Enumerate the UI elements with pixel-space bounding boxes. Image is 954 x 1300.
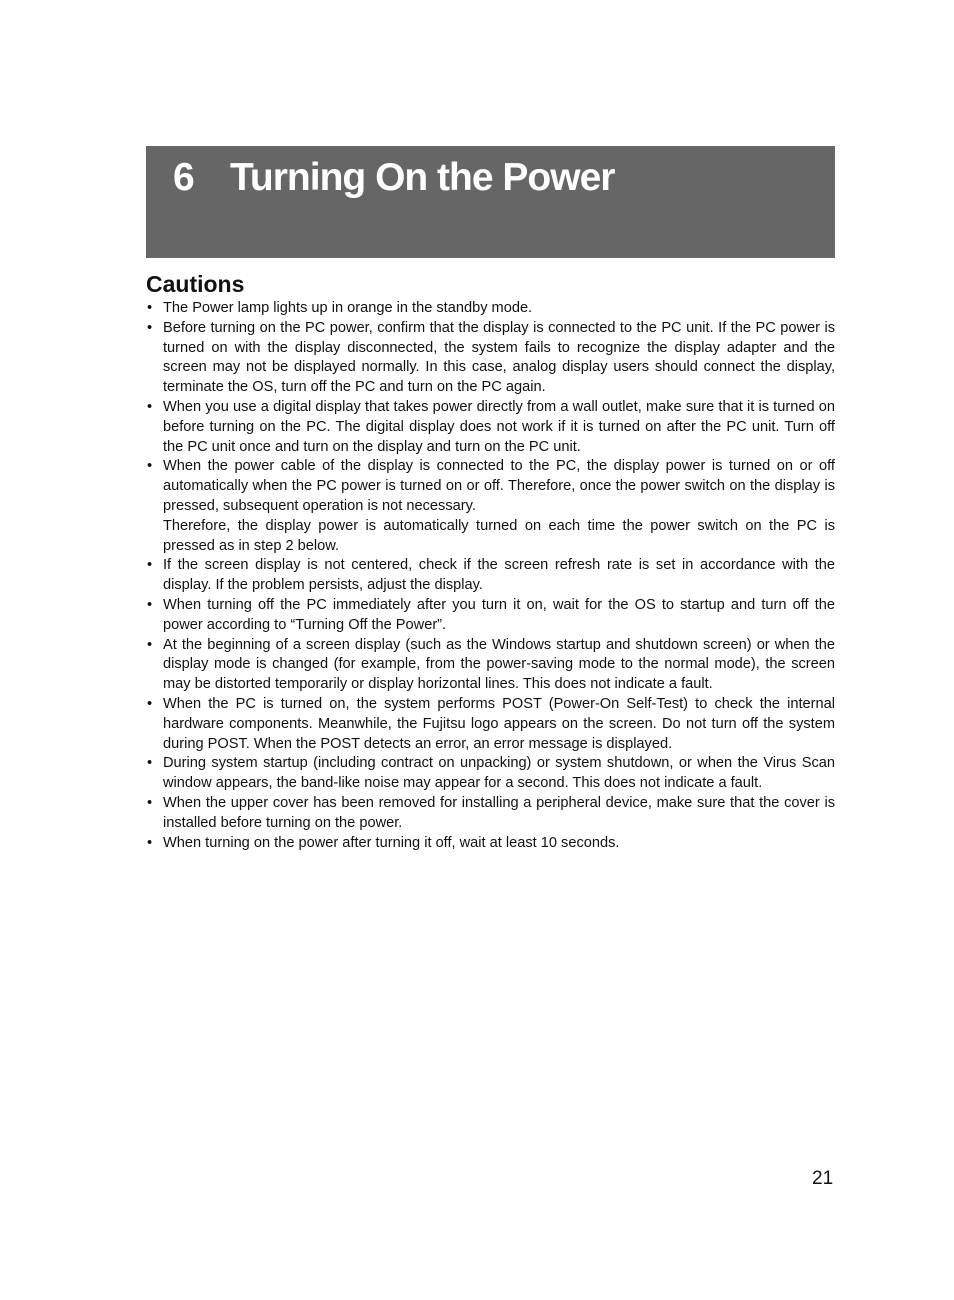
caution-text: When turning off the PC immediately after you turn it on, wait for the OS to startup and turn off the power according to “Turning Off the Power”. bbox=[163, 596, 835, 633]
caution-text: When the PC is turned on, the system performs POST (Power-On Self-Test) to check the internal hardware components. Meanwhile, the Fujitsu logo appears on the screen. Do not turn off the system during POST. When the POST detects an error, an error message is displayed. bbox=[163, 695, 835, 752]
caution-text: Therefore, the display power is automatically turned on each time the power switch on the PC is pressed as in step 2 below. bbox=[163, 517, 835, 554]
cautions-list bbox=[146, 299, 835, 853]
bullet-icon: • bbox=[147, 300, 153, 316]
bullet-icon: • bbox=[147, 695, 153, 712]
bullet-icon: • bbox=[147, 794, 153, 811]
caution-text: When the power cable of the display is connected to the PC, the display power is turned on or off automatically when the PC power is turned on or off. Therefore, once the power switch on the display is pressed, subsequent operation is not necessary. bbox=[163, 458, 835, 514]
caution-item bbox=[146, 299, 835, 319]
bullet-icon: • bbox=[147, 596, 153, 613]
caution-item bbox=[146, 794, 835, 834]
chapter-title-text: Turning On the Power bbox=[230, 156, 615, 199]
caution-text: When turning on the power after turning it off, wait at least 10 seconds. bbox=[163, 834, 620, 851]
chapter-number: 6 bbox=[173, 156, 194, 199]
caution-item bbox=[146, 319, 835, 398]
caution-item bbox=[146, 398, 835, 457]
bullet-icon: • bbox=[147, 458, 153, 475]
caution-text: At the beginning of a screen display (such as the Windows startup and shutdown screen) or when the display mode is changed (for example, from the power-saving mode to the normal mode), the screen may be distorted temporarily or display horizontal lines. This does not indicate a fault. bbox=[163, 636, 835, 693]
caution-text: The Power lamp lights up in orange in the standby mode. bbox=[163, 300, 533, 316]
caution-text: When you use a digital display that takes power directly from a wall outlet, make sure that it is turned on before turning on the PC. The digital display does not work if it is turned on after the PC unit. Turn off the PC unit once and turn on the display and turn on the PC unit. bbox=[163, 398, 835, 455]
caution-item bbox=[146, 636, 835, 695]
caution-item bbox=[146, 596, 835, 636]
bullet-icon: • bbox=[147, 834, 153, 851]
bullet-icon: • bbox=[147, 398, 153, 415]
caution-text: If the screen display is not centered, check if the screen refresh rate is set in accordance with the display. If the problem persists, adjust the display. bbox=[163, 557, 835, 594]
chapter-title bbox=[173, 156, 614, 200]
caution-item bbox=[146, 754, 835, 794]
bullet-icon: • bbox=[147, 636, 153, 653]
bullet-icon: • bbox=[147, 557, 153, 574]
caution-text: Before turning on the PC power, confirm that the display is connected to the PC unit. If the PC power is turned on with the display disconnected, the system fails to recognize the display adapter and the screen may not be displayed normally. In this case, analog display users should connect the display, terminate the OS, turn off the PC and turn on the PC again. bbox=[163, 319, 835, 396]
caution-item bbox=[146, 556, 835, 596]
bullet-icon: • bbox=[147, 319, 153, 336]
section-heading: Cautions bbox=[146, 271, 245, 297]
caution-text: During system startup (including contract on unpacking) or system shutdown, or when the Virus Scan window appears, the band-like noise may appear for a second. This does not indicate a fault. bbox=[163, 755, 835, 792]
caution-item bbox=[146, 457, 835, 556]
caution-text: When the upper cover has been removed for installing a peripheral device, make sure that the cover is installed before turning on the power. bbox=[163, 794, 835, 831]
bullet-icon: • bbox=[147, 755, 153, 772]
chapter-banner bbox=[146, 146, 835, 258]
caution-item bbox=[146, 695, 835, 754]
page-number: 21 bbox=[812, 1168, 834, 1189]
caution-item bbox=[146, 834, 835, 854]
